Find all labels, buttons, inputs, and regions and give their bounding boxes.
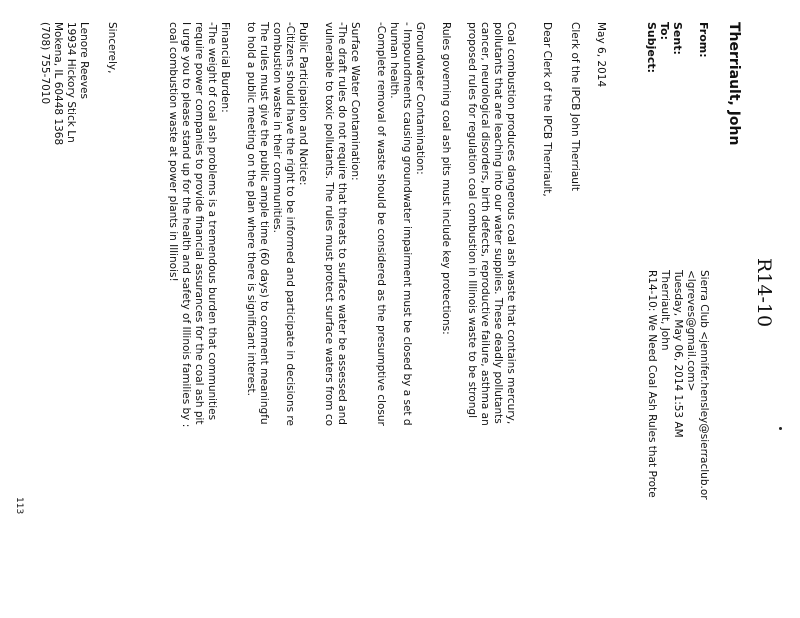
public-participation-line: The rules must give the public ample time (60 days) to comment meaningfu — [258, 22, 270, 425]
page-number: 113 — [14, 497, 24, 515]
from-value: Sierra Club <jennifer.hensley@sierraclub.or — [698, 270, 710, 500]
surface-water-line: vulnerable to toxic pollutants. The rules must protect surface waters from co — [323, 22, 335, 427]
financial-burden-line: require power companies to provide financial assurances for the coal ash pit — [193, 22, 205, 425]
signature-phone: (708) 755-7010 — [39, 22, 51, 105]
intro-line: Coal combustion produces dangerous coal ash waste that contains mercury, — [505, 22, 517, 425]
public-participation-line: to hold a public meeting on the plan where there is significant interest. — [245, 22, 257, 397]
scan-mark — [779, 427, 782, 430]
to-label: To: — [658, 22, 671, 40]
surface-water-heading: Surface Water Contamination: — [349, 22, 361, 181]
surface-water-line: -The draft rules do not require that threats to surface water be assessed and — [336, 22, 348, 425]
signature-address: 19934 Hickory Stick Ln — [65, 22, 77, 143]
sent-value: Tuesday, May 06, 2014 1:53 AM — [672, 270, 684, 438]
groundwater-heading: Groundwater Contamination: — [414, 22, 426, 175]
from-value-email: <lgreves@gmail.com> — [685, 270, 697, 392]
letter-date: May 6, 2014 — [595, 22, 607, 88]
intro-line: cancer, neurological disorders, birth defects, reproductive failure, asthma an — [479, 22, 491, 426]
subject-label: Subject: — [645, 22, 658, 74]
groundwater-line: - Impoundments causing groundwater impairment must be closed by a set d — [401, 22, 413, 426]
sent-label: Sent: — [671, 22, 684, 55]
letter-salutation: Dear Clerk of the IPCB Therriault, — [541, 22, 553, 197]
financial-burden-line: -The weight of coal ash problems is a tremendous burden that communities — [206, 22, 218, 421]
sender-name: Therriault, John — [726, 22, 742, 146]
urge-line: I urge you to please stand up for the health and safety of Illinois families by : — [180, 22, 192, 428]
intro-line: proposed rules for regulation coal combustion in Illinois waste to be strongl — [466, 22, 478, 418]
financial-burden-heading: Financial Burden: — [219, 22, 231, 113]
public-participation-heading: Public Participation and Notice: — [297, 22, 309, 186]
groundwater-line: human health. — [388, 22, 400, 99]
letter-recipient: Clerk of the IPCB John Therriault — [569, 22, 581, 191]
to-value: Therriault, John — [659, 270, 671, 351]
key-protections-line: Rules governing coal ash pits must include key protections: — [440, 22, 452, 335]
public-participation-line: combustion waste in their communities. — [271, 22, 283, 233]
subject-value: R14-10: We Need Coal Ash Rules that Prote — [646, 270, 658, 498]
signature-city: Mokena, IL 60448 1368 — [52, 22, 64, 146]
document-code: R14-10 — [753, 258, 775, 328]
letter-closing: Sincerely, — [106, 22, 118, 74]
public-participation-line: -Citizens should have the right to be informed and participate in decisions re — [284, 22, 296, 426]
urge-line: coal combustion waste at power plants in Illinois! — [167, 22, 179, 282]
groundwater-line: -Complete removal of waste should be considered as the presumptive closur — [375, 22, 387, 426]
signature-name: Lenore Reeves — [78, 22, 90, 99]
from-label: From: — [697, 22, 710, 58]
intro-line: pollutants that are leaching into our water supplies. These deadly pollutants — [492, 22, 504, 424]
